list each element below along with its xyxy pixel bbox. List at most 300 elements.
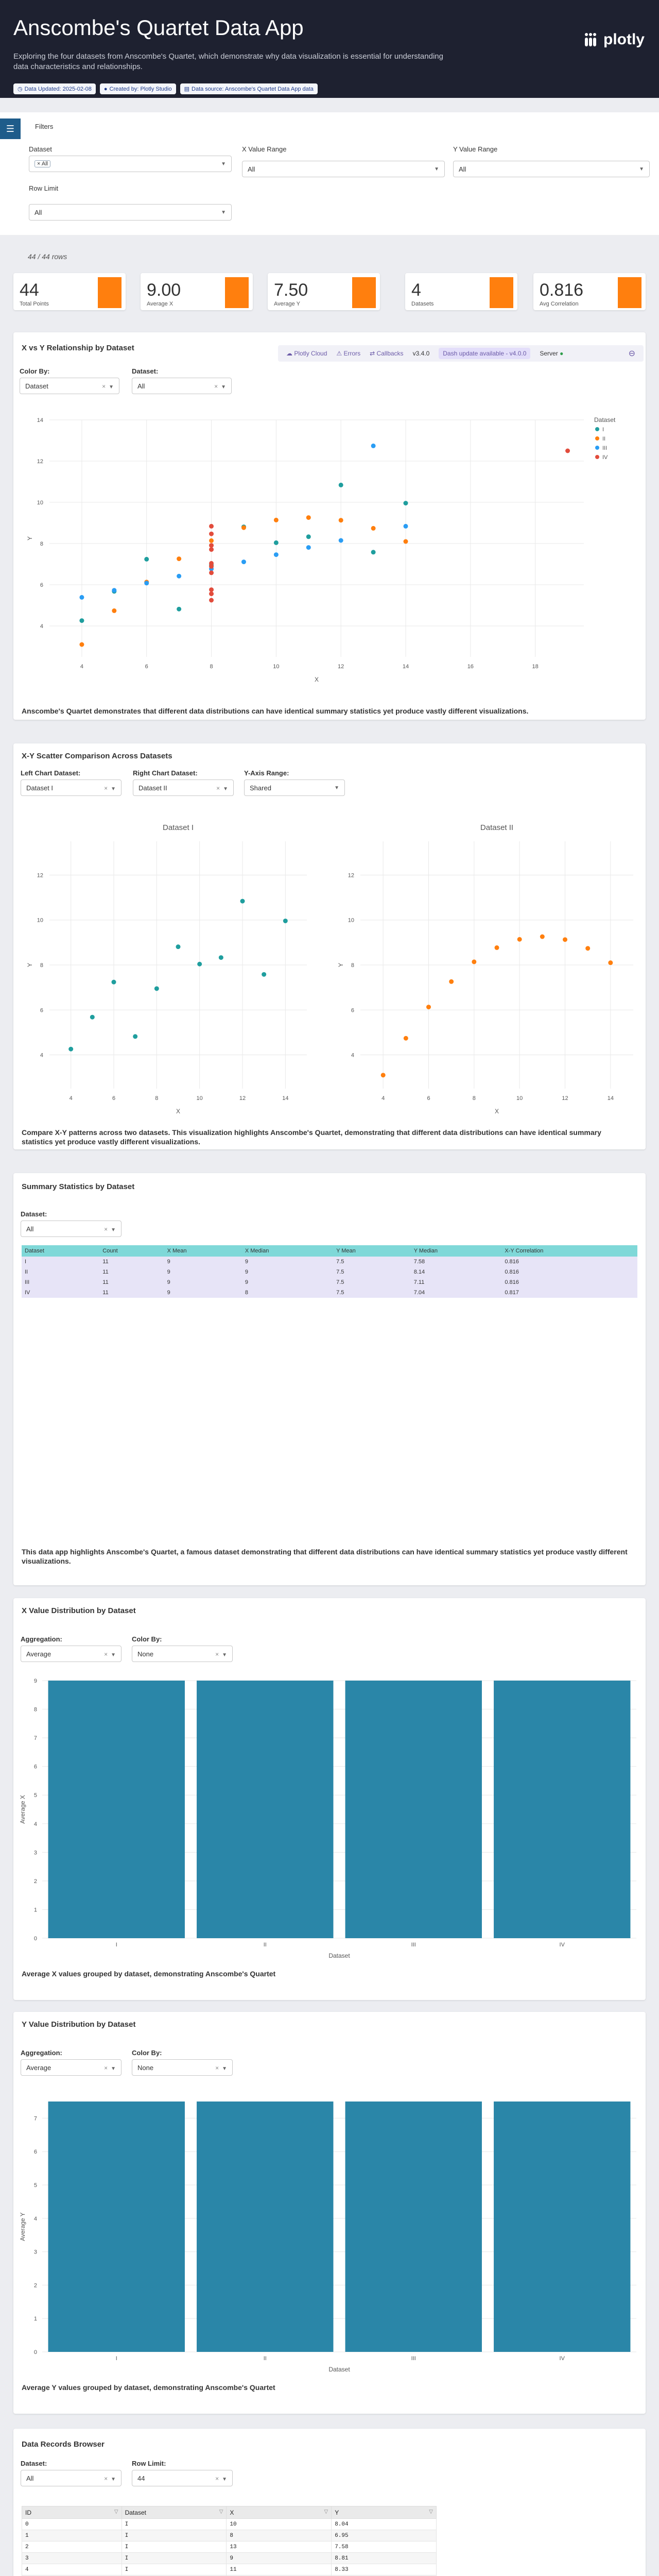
x-tick-label: 8 bbox=[155, 1095, 159, 1101]
y-tick-label: 5 bbox=[33, 2182, 37, 2189]
kpi-accent bbox=[225, 277, 249, 308]
server-status-text: Server bbox=[540, 350, 558, 357]
data-point[interactable] bbox=[209, 570, 214, 575]
right-scatter-chart[interactable] bbox=[330, 800, 646, 1125]
left-scatter-chart[interactable] bbox=[13, 800, 330, 1125]
bar[interactable] bbox=[48, 2102, 185, 2352]
data-point[interactable] bbox=[517, 937, 522, 942]
records-limit-label: Row Limit: bbox=[132, 2460, 166, 2467]
badge-updated bbox=[13, 83, 96, 94]
data-point[interactable] bbox=[585, 946, 590, 951]
row-limit-value: All bbox=[34, 208, 42, 216]
bar[interactable] bbox=[494, 1681, 630, 1938]
summary-cell: 7.5 bbox=[333, 1277, 411, 1287]
table-cell[interactable]: 3 bbox=[22, 2553, 122, 2564]
x-axis-label: X bbox=[176, 1108, 181, 1115]
dataset-filter-label: Dataset bbox=[29, 145, 52, 153]
legend-item[interactable]: III bbox=[602, 445, 608, 451]
data-point[interactable] bbox=[381, 1073, 386, 1077]
table-row[interactable] bbox=[22, 2553, 437, 2564]
chevron-down-icon: ▼ bbox=[111, 786, 116, 792]
page-description: Exploring the four datasets from Anscombe's Quartet, which demonstrate why data visualization is essential for understanding data characteristics and relationships. bbox=[13, 52, 443, 71]
summary-table bbox=[22, 1245, 637, 1298]
filter-icon[interactable]: ▽ bbox=[324, 2509, 328, 2515]
kpi-datasets bbox=[405, 273, 517, 310]
summary-dataset-label: Dataset: bbox=[21, 1210, 47, 1218]
legend-marker[interactable] bbox=[595, 427, 599, 431]
dataset-filter-dropdown[interactable] bbox=[29, 156, 232, 172]
summary-cell: 11 bbox=[99, 1287, 164, 1298]
col-header[interactable]: Dataset bbox=[22, 1245, 99, 1257]
kpi-value: 4 bbox=[411, 280, 421, 300]
table-cell[interactable]: 0 bbox=[22, 2519, 122, 2530]
y-tick-label: 9 bbox=[33, 1678, 37, 1684]
x-tick-label: 8 bbox=[472, 1095, 476, 1101]
kpi-label: Datasets bbox=[411, 301, 434, 307]
filter-icon[interactable]: ▽ bbox=[114, 2509, 118, 2515]
plotly-cloud-text: Plotly Cloud bbox=[294, 350, 327, 357]
table-cell[interactable]: I bbox=[122, 2530, 227, 2541]
table-cell[interactable]: 7.58 bbox=[332, 2541, 437, 2553]
data-point[interactable] bbox=[219, 955, 223, 960]
y-tick-label: 8 bbox=[40, 962, 43, 969]
summary-cell: 9 bbox=[164, 1257, 242, 1267]
summary-cell: 8 bbox=[242, 1287, 333, 1298]
data-point[interactable] bbox=[565, 449, 570, 453]
data-point[interactable] bbox=[209, 598, 214, 603]
data-point[interactable] bbox=[209, 524, 214, 529]
data-point[interactable] bbox=[283, 919, 288, 923]
col-header[interactable]: X Mean bbox=[164, 1245, 242, 1257]
table-row[interactable] bbox=[22, 2564, 437, 2575]
col-header-dataset[interactable] bbox=[122, 2506, 227, 2519]
data-point[interactable] bbox=[209, 538, 214, 543]
data-point[interactable] bbox=[306, 515, 311, 520]
chevron-down-icon: ▼ bbox=[221, 384, 226, 390]
table-cell[interactable]: I bbox=[122, 2553, 227, 2564]
x-color-value: None bbox=[137, 1650, 154, 1658]
y-tick-label: 4 bbox=[33, 1821, 37, 1827]
summary-caption: This data app highlights Anscombe's Quartet, a famous dataset demonstrating that different data distributions can have identical summary statistics yet produce vastly different visualizations. bbox=[22, 1548, 628, 1565]
table-cell[interactable]: 8.33 bbox=[332, 2564, 437, 2575]
col-header[interactable]: Count bbox=[99, 1245, 164, 1257]
user-icon: ● bbox=[103, 86, 108, 92]
data-point[interactable] bbox=[68, 1047, 73, 1052]
records-limit-dropdown[interactable] bbox=[132, 2470, 233, 2486]
dataset-filter-chip[interactable] bbox=[34, 160, 50, 167]
x-tick-label: III bbox=[411, 1942, 416, 1948]
y-tick-label: 12 bbox=[37, 872, 43, 879]
x-dist-title: X Value Distribution by Dataset bbox=[22, 1606, 136, 1615]
data-point[interactable] bbox=[449, 979, 454, 984]
col-header-id[interactable] bbox=[22, 2506, 122, 2519]
right-dataset-value: Dataset II bbox=[138, 784, 167, 792]
summary-cell: 7.04 bbox=[411, 1287, 502, 1298]
scatter-color-dropdown[interactable] bbox=[20, 378, 119, 394]
chevron-down-icon: ▼ bbox=[434, 166, 439, 172]
records-header-row bbox=[22, 2506, 437, 2519]
col-header[interactable]: X-Y Correlation bbox=[501, 1245, 637, 1257]
data-point[interactable] bbox=[90, 1015, 95, 1020]
data-point[interactable] bbox=[177, 607, 181, 612]
data-point[interactable] bbox=[608, 960, 613, 965]
data-point[interactable] bbox=[144, 581, 149, 585]
plotly-cloud-link[interactable]: ☁ Plotly Cloud bbox=[286, 350, 327, 357]
summary-row bbox=[22, 1267, 637, 1277]
data-point[interactable] bbox=[495, 945, 499, 950]
x-range-dropdown[interactable] bbox=[242, 161, 445, 177]
data-point[interactable] bbox=[540, 935, 545, 939]
data-point[interactable] bbox=[339, 518, 343, 522]
y-tick-label: 6 bbox=[33, 1764, 37, 1770]
records-title: Data Records Browser bbox=[22, 2440, 105, 2449]
y-range-dropdown[interactable] bbox=[453, 161, 650, 177]
clear-icon[interactable]: × bbox=[215, 2064, 219, 2072]
col-header-y-text: Y bbox=[335, 2509, 339, 2516]
table-cell[interactable]: 8 bbox=[227, 2530, 332, 2541]
y-tick-label: 14 bbox=[37, 417, 43, 423]
data-point[interactable] bbox=[112, 980, 116, 985]
data-point[interactable] bbox=[79, 618, 84, 623]
col-header[interactable]: Y Median bbox=[411, 1245, 502, 1257]
records-dataset-value: All bbox=[26, 2474, 34, 2482]
x-distribution-card bbox=[13, 1598, 646, 2000]
data-point[interactable] bbox=[177, 556, 181, 561]
scatter-caption: Anscombe's Quartet demonstrates that different data distributions can have identical summary statistics yet produce vastly different visualizations. bbox=[22, 707, 529, 715]
chevron-down-icon: ▼ bbox=[221, 209, 226, 215]
y-tick-label: 7 bbox=[33, 2115, 37, 2122]
left-dataset-value: Dataset I bbox=[26, 784, 54, 792]
bar[interactable] bbox=[494, 2102, 630, 2352]
comparison-title: X-Y Scatter Comparison Across Datasets bbox=[22, 752, 172, 760]
chevron-down-icon: ▼ bbox=[109, 384, 114, 390]
records-card bbox=[13, 2429, 646, 2576]
y-axis-label: Average Y bbox=[19, 2212, 26, 2241]
table-row[interactable] bbox=[22, 2519, 437, 2530]
table-cell[interactable]: 10 bbox=[227, 2519, 332, 2530]
data-point[interactable] bbox=[339, 483, 343, 487]
y-axis-label: Y bbox=[26, 962, 33, 968]
data-point[interactable] bbox=[404, 524, 408, 529]
data-point[interactable] bbox=[339, 538, 343, 543]
col-header-x[interactable] bbox=[227, 2506, 332, 2519]
clear-icon[interactable]: × bbox=[214, 382, 218, 390]
y-agg-dropdown[interactable] bbox=[21, 2059, 122, 2076]
data-point[interactable] bbox=[404, 501, 408, 505]
data-point[interactable] bbox=[144, 557, 149, 562]
col-header[interactable]: Y Mean bbox=[333, 1245, 411, 1257]
summary-dataset-dropdown[interactable] bbox=[21, 1221, 122, 1237]
data-point[interactable] bbox=[371, 526, 376, 531]
y-tick-label: 4 bbox=[40, 623, 43, 630]
row-limit-dropdown[interactable] bbox=[29, 204, 232, 221]
x-axis-label: X bbox=[314, 676, 319, 683]
table-cell[interactable]: 2 bbox=[22, 2541, 122, 2553]
chevron-down-icon: ▼ bbox=[222, 2065, 227, 2072]
kpi-value: 44 bbox=[20, 280, 39, 300]
bar[interactable] bbox=[197, 1681, 333, 1938]
clear-icon[interactable]: × bbox=[104, 1650, 108, 1658]
table-cell[interactable]: 11 bbox=[227, 2564, 332, 2575]
filter-toggle-icon[interactable]: ☰ bbox=[0, 118, 21, 139]
chevron-down-icon: ▼ bbox=[639, 166, 644, 172]
kpi-label: Average X bbox=[147, 301, 174, 307]
errors-link[interactable]: ⚠ Errors bbox=[336, 350, 361, 357]
table-row[interactable] bbox=[22, 2530, 437, 2541]
y-color-dropdown[interactable] bbox=[132, 2059, 233, 2076]
data-point[interactable] bbox=[371, 444, 376, 448]
x-color-label: Color By: bbox=[132, 1635, 162, 1643]
clear-icon[interactable]: × bbox=[216, 784, 220, 792]
y-tick-label: 8 bbox=[40, 541, 43, 547]
kpi-accent bbox=[490, 277, 513, 308]
records-limit-value: 44 bbox=[137, 2474, 145, 2482]
records-dataset-label: Dataset: bbox=[21, 2460, 47, 2467]
kpi-value: 0.816 bbox=[540, 280, 584, 300]
data-point[interactable] bbox=[306, 545, 311, 550]
chevron-down-icon: ▼ bbox=[222, 1652, 227, 1658]
table-cell[interactable]: I bbox=[122, 2541, 227, 2553]
comparison-card bbox=[13, 743, 646, 1149]
summary-cell: 0.816 bbox=[501, 1267, 637, 1277]
scatter-chart[interactable] bbox=[13, 399, 646, 688]
data-point[interactable] bbox=[79, 642, 84, 647]
y-tick-label: 6 bbox=[40, 582, 43, 588]
summary-cell: IV bbox=[22, 1287, 99, 1298]
table-cell[interactable]: 13 bbox=[227, 2541, 332, 2553]
summary-cell: 8.14 bbox=[411, 1267, 502, 1277]
bar[interactable] bbox=[48, 1681, 185, 1938]
table-cell[interactable]: 6.95 bbox=[332, 2530, 437, 2541]
logo-text: plotly bbox=[603, 31, 645, 48]
summary-cell: 0.816 bbox=[501, 1277, 637, 1287]
summary-title: Summary Statistics by Dataset bbox=[22, 1182, 135, 1191]
badge-updated-text: Data Updated: 2025-02-08 bbox=[24, 86, 92, 92]
data-point[interactable] bbox=[262, 972, 266, 977]
data-point[interactable] bbox=[197, 962, 202, 967]
data-point[interactable] bbox=[177, 574, 181, 579]
data-point[interactable] bbox=[154, 986, 159, 991]
collapse-toolbar-icon[interactable]: ⊖ bbox=[628, 349, 635, 358]
clear-icon[interactable]: × bbox=[102, 382, 106, 390]
y-dist-caption: Average Y values grouped by dataset, demonstrating Anscombe's Quartet bbox=[22, 2383, 275, 2392]
legend-item[interactable]: IV bbox=[602, 454, 608, 461]
summary-row bbox=[22, 1287, 637, 1298]
data-point[interactable] bbox=[209, 591, 214, 596]
y-tick-label: 2 bbox=[33, 1878, 37, 1885]
clear-icon[interactable]: × bbox=[104, 2475, 108, 2482]
row-limit-label: Row Limit bbox=[29, 184, 59, 192]
data-point[interactable] bbox=[209, 564, 214, 569]
kpi-accent bbox=[98, 277, 122, 308]
table-cell[interactable]: I bbox=[122, 2564, 227, 2575]
x-color-dropdown[interactable] bbox=[132, 1646, 233, 1662]
data-point[interactable] bbox=[241, 560, 246, 564]
y-axis-range-dropdown[interactable] bbox=[244, 779, 345, 796]
y-axis-label: Average X bbox=[19, 1795, 26, 1824]
chevron-down-icon: ▼ bbox=[111, 1227, 116, 1233]
x-tick-label: 6 bbox=[145, 664, 148, 670]
chevron-down-icon: ▼ bbox=[222, 2476, 227, 2482]
table-row[interactable] bbox=[22, 2541, 437, 2553]
plotly-logo-icon bbox=[584, 32, 599, 47]
scatter-dataset-dropdown[interactable] bbox=[132, 378, 232, 394]
summary-cell: 9 bbox=[242, 1257, 333, 1267]
y-agg-value: Average bbox=[26, 2063, 51, 2072]
x-tick-label: 12 bbox=[562, 1095, 568, 1101]
y-tick-label: 3 bbox=[33, 2249, 37, 2256]
x-agg-dropdown[interactable] bbox=[21, 1646, 122, 1662]
legend-marker[interactable] bbox=[595, 455, 599, 459]
kpi-average-x bbox=[141, 273, 253, 310]
x-tick-label: 14 bbox=[282, 1095, 289, 1101]
summary-row bbox=[22, 1277, 637, 1287]
records-dataset-dropdown[interactable] bbox=[21, 2470, 122, 2486]
dash-dev-toolbar bbox=[278, 345, 644, 362]
data-point[interactable] bbox=[241, 526, 246, 530]
chevron-down-icon: ▼ bbox=[223, 786, 228, 792]
x-axis-label: Dataset bbox=[328, 1952, 350, 1959]
x-tick-label: 8 bbox=[210, 664, 213, 670]
clear-icon[interactable]: × bbox=[104, 784, 108, 792]
data-point[interactable] bbox=[240, 899, 245, 904]
badge-source[interactable] bbox=[180, 83, 318, 94]
summary-cell: 7.11 bbox=[411, 1277, 502, 1287]
data-point[interactable] bbox=[371, 550, 376, 554]
y-tick-label: 1 bbox=[33, 2316, 37, 2323]
col-header-y[interactable] bbox=[332, 2506, 437, 2519]
data-point[interactable] bbox=[176, 944, 181, 949]
x-tick-label: II bbox=[263, 1942, 267, 1948]
x-tick-label: 12 bbox=[338, 664, 344, 670]
y-axis-range-value: Shared bbox=[250, 784, 271, 792]
data-point[interactable] bbox=[209, 547, 214, 552]
data-point[interactable] bbox=[404, 539, 408, 544]
table-cell[interactable]: 8.81 bbox=[332, 2553, 437, 2564]
data-point[interactable] bbox=[274, 518, 279, 522]
kpi-value: 7.50 bbox=[274, 280, 308, 300]
summary-row bbox=[22, 1257, 637, 1267]
table-cell[interactable]: 8.04 bbox=[332, 2519, 437, 2530]
y-tick-label: 5 bbox=[33, 1792, 37, 1799]
table-cell[interactable]: 1 bbox=[22, 2530, 122, 2541]
bar[interactable] bbox=[345, 1681, 482, 1938]
x-agg-value: Average bbox=[26, 1650, 51, 1658]
y-axis-label: Y bbox=[26, 536, 33, 541]
legend-marker[interactable] bbox=[595, 446, 599, 450]
bar[interactable] bbox=[345, 2102, 482, 2352]
table-cell[interactable]: 4 bbox=[22, 2564, 122, 2575]
data-point[interactable] bbox=[209, 532, 214, 536]
y-tick-label: 7 bbox=[33, 1735, 37, 1742]
left-dataset-dropdown[interactable] bbox=[21, 779, 122, 796]
summary-cell: 9 bbox=[242, 1267, 333, 1277]
app-header bbox=[0, 0, 659, 98]
data-point[interactable] bbox=[133, 1034, 137, 1039]
summary-cell: 11 bbox=[99, 1277, 164, 1287]
data-point[interactable] bbox=[472, 959, 476, 964]
x-tick-label: II bbox=[263, 2355, 267, 2362]
y-tick-label: 8 bbox=[351, 962, 354, 969]
data-point[interactable] bbox=[563, 937, 567, 942]
chip-remove-icon[interactable]: × bbox=[37, 161, 42, 167]
y-tick-label: 10 bbox=[37, 500, 43, 506]
clear-icon[interactable]: × bbox=[104, 2064, 108, 2072]
clear-icon[interactable]: × bbox=[215, 1650, 219, 1658]
y-distribution-chart[interactable] bbox=[13, 2084, 646, 2383]
right-dataset-label: Right Chart Dataset: bbox=[133, 769, 198, 777]
y-tick-label: 12 bbox=[348, 872, 354, 879]
col-header[interactable]: X Median bbox=[242, 1245, 333, 1257]
y-tick-label: 8 bbox=[33, 1706, 37, 1713]
data-point[interactable] bbox=[306, 534, 311, 539]
y-tick-label: 1 bbox=[33, 1907, 37, 1913]
data-point[interactable] bbox=[274, 540, 279, 545]
table-cell[interactable]: 9 bbox=[227, 2553, 332, 2564]
update-available-link[interactable]: Dash update available - v4.0.0 bbox=[439, 348, 530, 359]
clear-icon[interactable]: × bbox=[215, 2475, 219, 2482]
data-point[interactable] bbox=[404, 1036, 408, 1041]
legend-title: Dataset bbox=[594, 416, 616, 423]
kpi-label: Total Points bbox=[20, 301, 49, 307]
col-header-x-text: X bbox=[230, 2509, 234, 2516]
callbacks-text: Callbacks bbox=[376, 350, 404, 357]
clear-icon[interactable]: × bbox=[104, 1225, 108, 1233]
scatter-title: X vs Y Relationship by Dataset bbox=[22, 344, 134, 352]
kpi-label: Average Y bbox=[274, 301, 300, 307]
x-tick-label: 14 bbox=[607, 1095, 614, 1101]
legend-marker[interactable] bbox=[595, 436, 599, 440]
filters-title: Filters bbox=[35, 123, 54, 130]
kpi-average-y bbox=[268, 273, 380, 310]
y-range-value: All bbox=[459, 165, 466, 173]
data-point[interactable] bbox=[209, 543, 214, 548]
chevron-down-icon: ▼ bbox=[221, 161, 226, 167]
legend-item[interactable]: II bbox=[602, 436, 606, 442]
col-header-dataset-text: Dataset bbox=[125, 2509, 146, 2516]
x-range-label: X Value Range bbox=[242, 145, 287, 153]
kpi-avg-correlation bbox=[533, 273, 646, 310]
legend-item[interactable]: I bbox=[602, 427, 604, 433]
data-point[interactable] bbox=[112, 608, 116, 613]
x-tick-label: I bbox=[115, 2355, 117, 2362]
data-point[interactable] bbox=[209, 587, 214, 592]
filter-icon[interactable]: ▽ bbox=[429, 2509, 433, 2515]
kpi-total-points bbox=[13, 273, 126, 310]
bar[interactable] bbox=[197, 2102, 333, 2352]
scatter-color-value: Dataset bbox=[25, 382, 48, 390]
data-point[interactable] bbox=[79, 595, 84, 600]
x-tick-label: III bbox=[411, 2355, 416, 2362]
x-distribution-chart[interactable] bbox=[13, 1670, 646, 1969]
data-point[interactable] bbox=[426, 1005, 431, 1009]
summary-dataset-value: All bbox=[26, 1225, 34, 1233]
x-tick-label: 18 bbox=[532, 664, 539, 670]
server-ok-icon: ● bbox=[560, 350, 564, 357]
summary-cell: 7.5 bbox=[333, 1267, 411, 1277]
summary-cell: 0.816 bbox=[501, 1257, 637, 1267]
filter-icon[interactable]: ▽ bbox=[219, 2509, 223, 2515]
data-point[interactable] bbox=[112, 588, 116, 592]
y-color-value: None bbox=[137, 2063, 154, 2072]
data-point[interactable] bbox=[274, 552, 279, 557]
summary-cell: 0.817 bbox=[501, 1287, 637, 1298]
y-tick-label: 3 bbox=[33, 1850, 37, 1856]
x-tick-label: 6 bbox=[427, 1095, 430, 1101]
callbacks-link[interactable]: ⇄ Callbacks bbox=[370, 350, 404, 357]
right-dataset-dropdown[interactable] bbox=[133, 779, 234, 796]
table-cell[interactable]: I bbox=[122, 2519, 227, 2530]
